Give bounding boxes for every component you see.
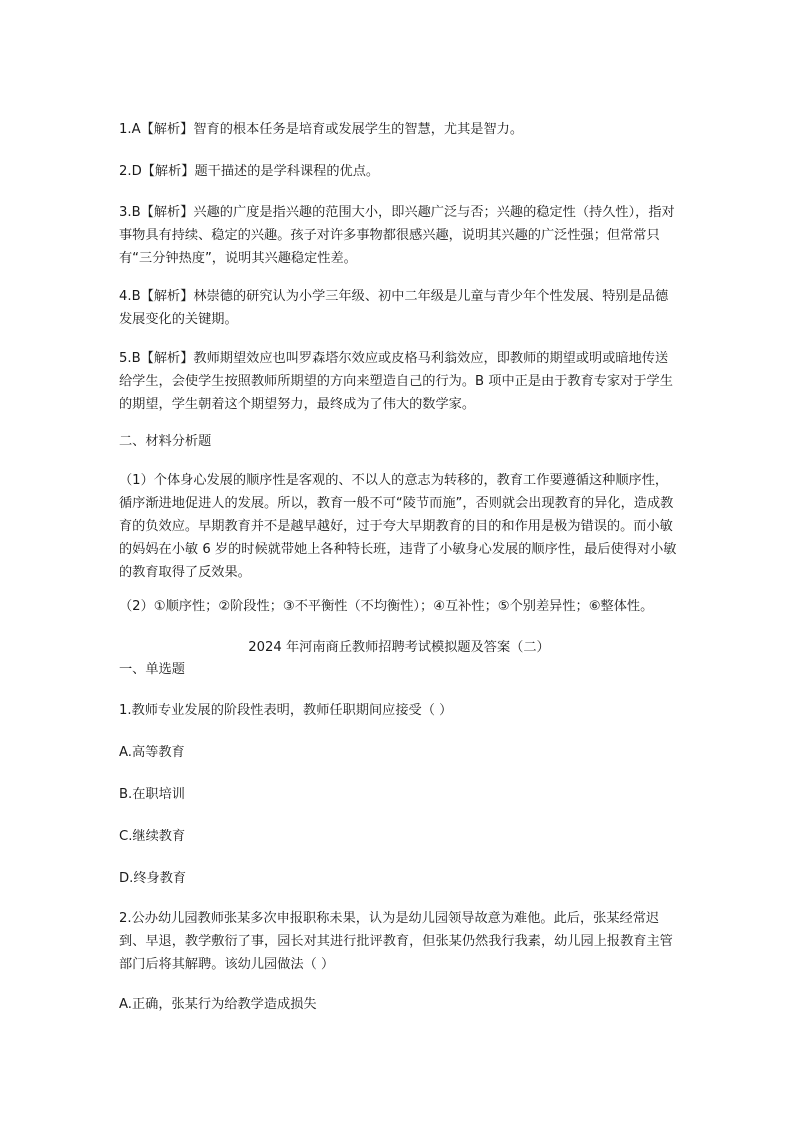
exam-title: 2024 年河南商丘教师招聘考试模拟题及答案（二） bbox=[248, 640, 550, 655]
question-2-option-a: A.正确，张某行为给教学造成损失 bbox=[119, 997, 317, 1012]
section-heading-single: 一、单选题 bbox=[119, 662, 185, 677]
answer-1: 1.A【解析】智育的根本任务是培育或发展学生的智慧，尤其是智力。 bbox=[119, 122, 524, 137]
answer-4: 4.B【解析】林崇德的研究认为小学三年级、初中二年级是儿童与青少年个性发展、特别是品德发展变化的关键期。 bbox=[119, 289, 669, 327]
question-1-option-a: A.高等教育 bbox=[119, 745, 185, 760]
question-1-option-b: B.在职培训 bbox=[119, 787, 185, 802]
question-1-option-d: D.终身教育 bbox=[119, 871, 187, 886]
question-1: 1.教师专业发展的阶段性表明，教师任职期间应接受（ ） bbox=[119, 703, 453, 718]
answer-3: 3.B【解析】兴趣的广度是指兴趣的范围大小，即兴趣广泛与否；兴趣的稳定性（持久性），指对事物具有持续、稳定的兴趣。孩子对许多事物都很感兴趣，说明其兴趣的广泛性强；但常常只有“三分钟热度”，说明其兴趣稳定性差。 bbox=[119, 205, 675, 266]
section-heading-material: 二、材料分析题 bbox=[119, 434, 212, 449]
answer-5: 5.B【解析】教师期望效应也叫罗森塔尔效应或皮格马利翁效应，即教师的期望或明或暗地传送给学生，会使学生按照教师所期望的方向来塑造自己的行为。B 项中正是由于教育专家对于学生的期望，学生朝着这个期望努力，最终成为了伟大的数学家。 bbox=[119, 351, 673, 412]
material-answer-2: （2）①顺序性；②阶段性；③不平衡性（不均衡性）；④互补性；⑤个别差异性；⑥整体性。 bbox=[119, 599, 654, 614]
question-2: 2.公办幼儿园教师张某多次申报职称未果，认为是幼儿园领导故意为难他。此后，张某经常迟到、早退，教学敷衍了事，园长对其进行批评教育，但张某仍然我行我素，幼儿园上报教育主管部门后将其解聘。该幼儿园做法（ ） bbox=[119, 911, 673, 972]
answer-2: 2.D【解析】题干描述的是学科课程的优点。 bbox=[119, 164, 380, 179]
material-answer-1: （1）个体身心发展的顺序性是客观的、不以人的意志为转移的，教育工作要遵循这种顺序性，循序渐进地促进人的发展。所以，教育一般不可“陵节而施”，否则就会出现教育的异化，造成教育的负效应。早期教育并不是越早越好，过于夸大早期教育的目的和作用是极为错误的。而小敏的妈妈在小敏 6 岁的时候就带她上各种特长班，违背了小敏身心发展的顺序性，最后使得对小敏的教育取得了反效果。 bbox=[119, 473, 677, 580]
question-1-option-c: C.继续教育 bbox=[119, 829, 186, 844]
